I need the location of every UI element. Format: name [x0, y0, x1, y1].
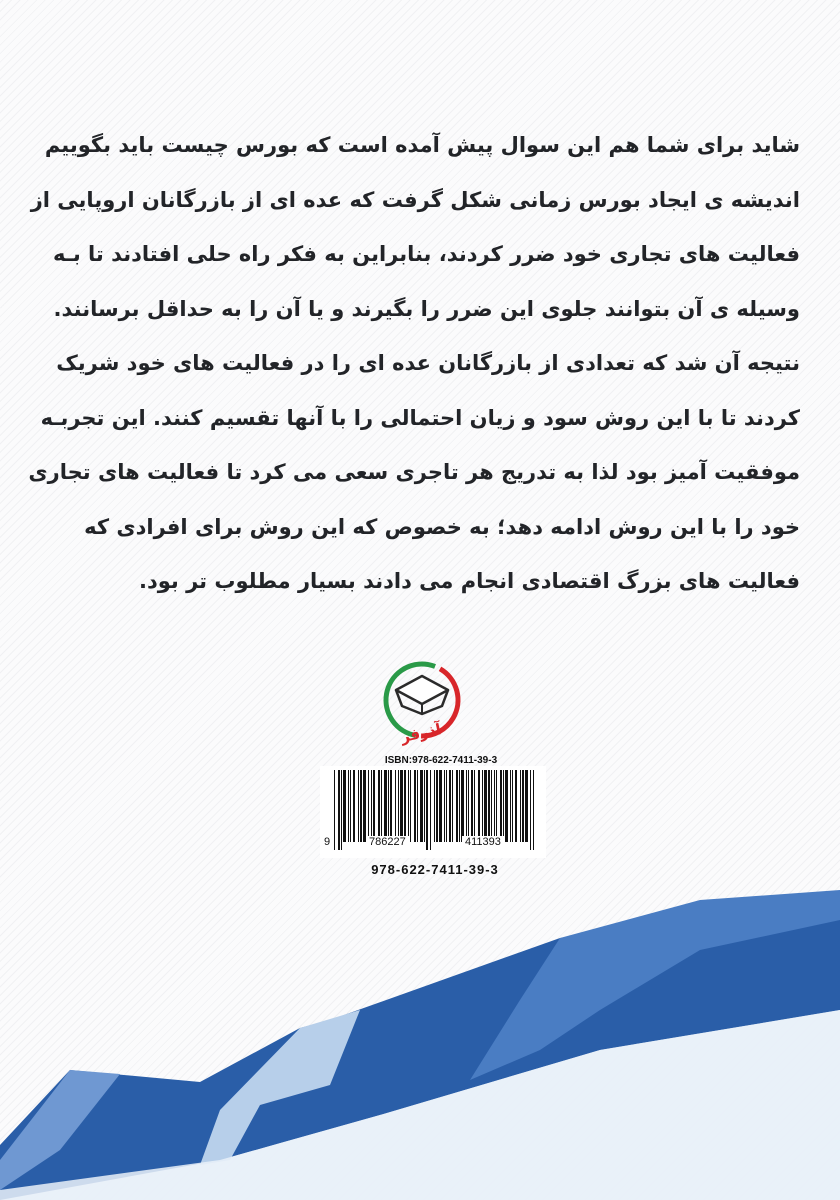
barcode-bar	[522, 770, 524, 842]
blurb-line: نتیجه آن شد که تعدادی از بازرگانان عده ای را در فعالیت های خود شریک	[56, 351, 800, 375]
barcode-bar	[334, 770, 335, 850]
barcode-bar	[482, 770, 483, 842]
barcode-bars	[320, 766, 546, 858]
barcode-bar	[449, 770, 451, 842]
barcode-bar	[436, 770, 438, 842]
barcode-bar	[478, 770, 480, 842]
barcode-bar	[444, 770, 445, 842]
barcode-digit-lead: 9	[324, 836, 331, 848]
barcode-bar	[459, 770, 460, 842]
barcode-bar	[417, 770, 418, 842]
barcode	[320, 766, 546, 858]
barcode-bar	[350, 770, 351, 842]
blurb-line: موفقیت آمیز بود لذا به تدریج هر تاجری سعی می کرد تا فعالیت های تجاری	[28, 460, 800, 484]
blurb-line: وسیله ی آن بتوانند جلوی این ضرر را بگیرند و یا آن را به حداقل برسانند.	[53, 296, 800, 321]
isbn-number: 978-622-7411-39-3	[371, 862, 499, 877]
barcode-bar	[430, 770, 431, 850]
barcode-bar	[420, 770, 423, 842]
barcode-bar	[491, 770, 492, 842]
barcode-bar	[381, 770, 382, 842]
barcode-bar	[471, 770, 473, 842]
barcode-bar	[410, 770, 411, 842]
barcode-bar	[363, 770, 366, 842]
barcode-bar	[496, 770, 497, 842]
barcode-bar	[343, 770, 346, 842]
barcode-bar	[488, 770, 490, 842]
barcode-bar	[338, 770, 340, 850]
barcode-bar	[500, 770, 502, 842]
barcode-bar	[446, 770, 447, 842]
blurb-text	[28, 118, 800, 609]
publisher-logo	[382, 654, 462, 754]
blurb-line: شاید برای شما هم این سوال پیش آمده است که بورس چیست باید بگوییم	[44, 133, 800, 157]
barcode-bar	[520, 770, 521, 842]
barcode-bar	[505, 770, 508, 842]
barcode-bar	[494, 770, 495, 842]
barcode-bar	[360, 770, 362, 842]
barcode-bar	[515, 770, 517, 842]
blurb-line: خود را با این روش ادامه دهد؛ به خصوص که این روش برای افرادی که	[84, 514, 800, 539]
blurb-line: فعالیت های بزرگ اقتصادی انجام می دادند بسیار مطلوب تر بود.	[138, 569, 800, 593]
blurb-line: کردند تا با این روش سود و زیان احتمالی را با آنها تقسیم کنند. این تجربـه	[40, 405, 800, 430]
barcode-bar	[456, 770, 458, 842]
barcode-digits-left: 786227	[366, 836, 409, 848]
barcode-bar	[530, 770, 531, 850]
barcode-bar	[512, 770, 513, 842]
barcode-bar	[341, 770, 342, 850]
barcode-bar	[533, 770, 534, 850]
barcode-bar	[466, 770, 467, 842]
barcode-bar	[388, 770, 389, 842]
isbn-label: ISBN:978-622-7411-39-3	[384, 755, 498, 766]
barcode-bar	[371, 770, 372, 842]
blurb-line: فعالیت های تجاری خود ضرر کردند، بنابراین به فکر راه حلی افتادند تا بـه	[52, 242, 800, 266]
barcode-bar	[525, 770, 528, 842]
barcode-bar	[452, 770, 453, 842]
barcode-digits-right: 411393	[462, 836, 504, 848]
barcode-bar	[398, 770, 399, 842]
barcode-bar	[348, 770, 349, 842]
barcode-bar	[353, 770, 355, 842]
svg-text:آذرفر: آذرفر	[399, 720, 443, 747]
barcode-bar	[461, 770, 464, 842]
barcode-bar	[439, 770, 442, 842]
barcode-bar	[408, 770, 409, 842]
barcode-bar	[503, 770, 504, 842]
barcode-bar	[400, 770, 403, 842]
barcode-bar	[434, 770, 435, 842]
barcode-bar	[424, 770, 425, 842]
barcode-bar	[390, 770, 392, 842]
barcode-bar	[510, 770, 511, 842]
barcode-bar	[358, 770, 359, 842]
barcode-bar	[484, 770, 487, 842]
decorative-blue-steps	[0, 860, 840, 1200]
barcode-bar	[373, 770, 375, 842]
barcode-bar	[404, 770, 406, 842]
barcode-bar	[395, 770, 396, 842]
barcode-bar	[468, 770, 469, 842]
barcode-bar	[378, 770, 380, 842]
barcode-bar	[474, 770, 475, 842]
barcode-bar	[384, 770, 387, 842]
barcode-bar	[414, 770, 416, 842]
barcode-bar	[368, 770, 369, 842]
barcode-bar	[426, 770, 428, 850]
blurb-line: اندیشه ی ایجاد بورس زمانی شکل گرفت که عده ای از بازرگانان اروپایی از	[30, 187, 800, 212]
